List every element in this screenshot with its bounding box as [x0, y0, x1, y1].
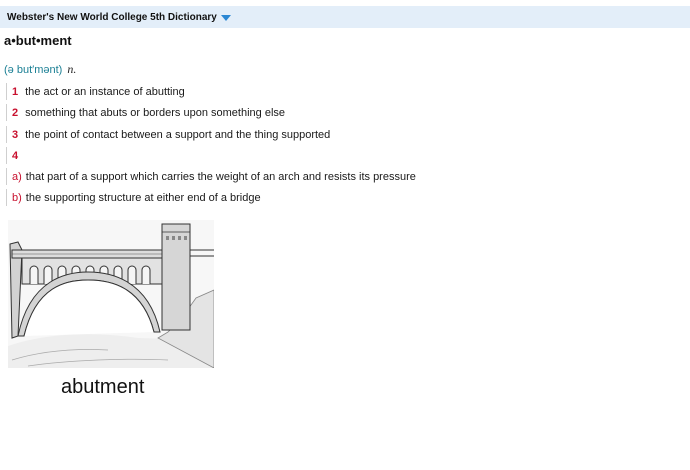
- sense-number: 2: [12, 106, 19, 119]
- dictionary-selector[interactable]: [0, 6, 690, 28]
- sense-text: the point of contact between a support and the thing supported: [25, 128, 331, 141]
- bridge-illustration: [8, 220, 214, 368]
- sense-text: something that abuts or borders upon something else: [25, 106, 286, 119]
- sense-text: the act or an instance of abutting: [25, 85, 185, 98]
- sense-number: 1: [12, 85, 19, 98]
- subsense-item: [6, 168, 416, 185]
- bridge-arch-icon: [8, 220, 214, 368]
- pronunciation: (ə but′mənt): [4, 64, 63, 76]
- pronunciation-line: [4, 62, 76, 77]
- sense-number: 3: [12, 128, 19, 141]
- illustration-caption: abutment: [61, 376, 145, 398]
- sense-item: [6, 104, 285, 121]
- sense-item: [6, 147, 25, 164]
- subsense-label: a): [12, 170, 22, 183]
- dictionary-title: Webster's New World College 5th Dictionary: [7, 11, 217, 23]
- chevron-down-icon[interactable]: [221, 15, 231, 21]
- subsense-item: [6, 189, 261, 206]
- subsense-text: that part of a support which carries the weight of an arch and resists its pressure: [25, 170, 416, 183]
- subsense-text: the supporting structure at either end of a bridge: [25, 191, 261, 204]
- sense-item: [6, 83, 185, 100]
- part-of-speech: n.: [67, 62, 77, 76]
- sense-number: 4: [12, 149, 19, 162]
- subsense-label: b): [12, 191, 22, 204]
- headword: a•but•ment: [4, 33, 72, 48]
- sense-item: [6, 126, 330, 143]
